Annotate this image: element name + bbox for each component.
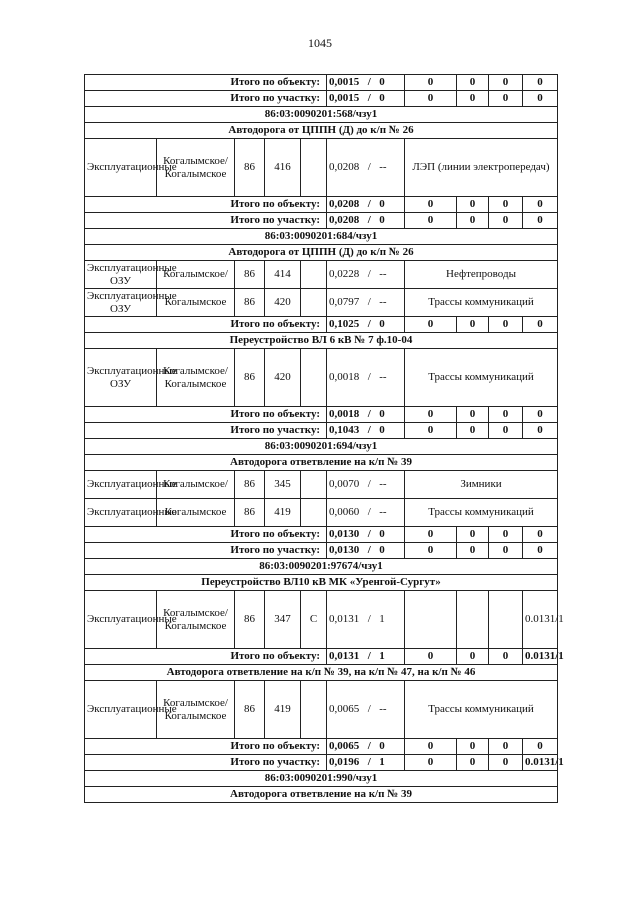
section-title: Переустройство ВЛ 6 кВ № 7 ф.10-04 [85, 333, 558, 349]
area-cell [327, 755, 405, 771]
separator: / [367, 740, 371, 752]
total-label: Итого по объекту: [85, 407, 327, 423]
land-category: Эксплуатационные ОЗУ [85, 349, 157, 407]
total-row [85, 739, 558, 755]
count-value: 0 [379, 198, 385, 210]
col-value: 0 [457, 407, 489, 423]
municipality: Когалымское/Когалымское [157, 591, 235, 649]
col-value: 0 [457, 739, 489, 755]
total-label: Итого по объекту: [85, 527, 327, 543]
col-value: 0 [405, 423, 457, 439]
count-value: 1 [379, 650, 385, 662]
count-value: 1 [379, 756, 385, 768]
col-value: 0 [489, 543, 523, 559]
col-value: 0 [405, 755, 457, 771]
separator: / [367, 544, 371, 556]
separator: / [367, 756, 371, 768]
col-value [405, 591, 457, 649]
count-value: -- [379, 371, 387, 383]
col-value: 0 [489, 75, 523, 91]
purpose: Нефтепроводы [405, 261, 558, 289]
total-label: Итого по участку: [85, 213, 327, 229]
area-value: 0,0060 [329, 506, 360, 518]
total-label: Итого по участку: [85, 91, 327, 107]
letter-code [301, 471, 327, 499]
section-title: Автодорога ответвление на к/п № 39 [85, 455, 558, 471]
section-title: Автодорога ответвление на к/п № 39 [85, 787, 558, 803]
quarter-number: 416 [265, 139, 301, 197]
separator: / [367, 703, 371, 715]
section-header-row [85, 455, 558, 471]
count-value: -- [379, 268, 387, 280]
area-value: 0,0196 [329, 756, 360, 768]
col-value: 0.0131/1 [523, 755, 558, 771]
col-value: 0 [489, 407, 523, 423]
entry-row [85, 471, 558, 499]
col-value: 0 [457, 213, 489, 229]
section-header-row [85, 771, 558, 787]
land-category: Эксплуатационные [85, 591, 157, 649]
separator: / [367, 613, 371, 625]
land-category: Эксплуатационные ОЗУ [85, 289, 157, 317]
land-category: Эксплуатационные [85, 681, 157, 739]
total-label: Итого по объекту: [85, 317, 327, 333]
col-value: 0 [457, 423, 489, 439]
col-value: 0 [523, 197, 558, 213]
count-value: -- [379, 296, 387, 308]
total-row [85, 91, 558, 107]
area-value: 0,0015 [329, 92, 360, 104]
col-value: 0 [457, 543, 489, 559]
area-value: 0,0208 [329, 161, 360, 173]
separator: / [367, 506, 371, 518]
region-code: 86 [235, 261, 265, 289]
section-title: 86:03:0090201:568/чзу1 [85, 107, 558, 123]
col-value: 0 [405, 213, 457, 229]
municipality: Когалымское/ [157, 471, 235, 499]
col-value: 0 [523, 423, 558, 439]
total-label: Итого по объекту: [85, 649, 327, 665]
purpose: Трассы коммуникаций [405, 499, 558, 527]
section-title: Автодорога от ЦППН (Д) до к/п № 26 [85, 245, 558, 261]
area-cell [327, 407, 405, 423]
col-value: 0 [405, 543, 457, 559]
col-value: 0 [523, 213, 558, 229]
col-value: 0 [489, 317, 523, 333]
letter-code [301, 139, 327, 197]
separator: / [367, 296, 371, 308]
area-value: 0,0130 [329, 544, 360, 556]
separator: / [367, 371, 371, 383]
letter-code [301, 349, 327, 407]
col-value: 0 [489, 423, 523, 439]
municipality: Когалымское/Когалымское [157, 681, 235, 739]
total-row [85, 423, 558, 439]
region-code: 86 [235, 471, 265, 499]
total-label: Итого по объекту: [85, 197, 327, 213]
section-header-row [85, 575, 558, 591]
count-value: 0 [379, 408, 385, 420]
section-header-row [85, 787, 558, 803]
col-value: 0 [489, 527, 523, 543]
col-value: 0 [523, 317, 558, 333]
count-value: 0 [379, 424, 385, 436]
total-row [85, 75, 558, 91]
section-header-row [85, 333, 558, 349]
quarter-number: 420 [265, 349, 301, 407]
count-value: 0 [379, 76, 385, 88]
total-row [85, 527, 558, 543]
area-cell [327, 591, 405, 649]
separator: / [367, 318, 371, 330]
col-value: 0 [523, 527, 558, 543]
page-number: 1045 [308, 36, 332, 50]
land-category: Эксплуатационные [85, 471, 157, 499]
area-cell [327, 289, 405, 317]
separator: / [367, 76, 371, 88]
col-value: 0 [523, 75, 558, 91]
letter-code [301, 261, 327, 289]
separator: / [367, 92, 371, 104]
count-value: 0 [379, 92, 385, 104]
col-value: 0 [405, 527, 457, 543]
col-value: 0 [405, 407, 457, 423]
count-value: 0 [379, 214, 385, 226]
area-value: 0,0131 [329, 613, 360, 625]
purpose: ЛЭП (линии электропередач) [405, 139, 558, 197]
area-cell [327, 197, 405, 213]
area-value: 0,0208 [329, 198, 360, 210]
area-cell [327, 739, 405, 755]
section-header-row [85, 107, 558, 123]
entry-row [85, 261, 558, 289]
col-value: 0 [405, 317, 457, 333]
col-value: 0 [523, 407, 558, 423]
col-value [489, 591, 523, 649]
total-row [85, 649, 558, 665]
area-cell [327, 423, 405, 439]
separator: / [367, 198, 371, 210]
col-value: 0 [405, 91, 457, 107]
count-value: 0 [379, 318, 385, 330]
area-value: 0,0018 [329, 371, 360, 383]
municipality: Когалымское [157, 289, 235, 317]
col-value: 0 [523, 543, 558, 559]
area-cell [327, 91, 405, 107]
region-code: 86 [235, 139, 265, 197]
letter-code [301, 289, 327, 317]
section-header-row [85, 123, 558, 139]
separator: / [367, 650, 371, 662]
total-label: Итого по объекту: [85, 739, 327, 755]
section-header-row [85, 245, 558, 261]
section-title: 86:03:0090201:990/чзу1 [85, 771, 558, 787]
section-title: 86:03:0090201:97674/чзу1 [85, 559, 558, 575]
section-header-row [85, 439, 558, 455]
separator: / [367, 214, 371, 226]
entry-row [85, 289, 558, 317]
total-row [85, 213, 558, 229]
area-value: 0,0065 [329, 740, 360, 752]
purpose: Трассы коммуникаций [405, 289, 558, 317]
letter-code [301, 499, 327, 527]
area-cell [327, 261, 405, 289]
letter-code: С [301, 591, 327, 649]
area-cell [327, 317, 405, 333]
area-cell [327, 349, 405, 407]
land-category: Эксплуатационные [85, 139, 157, 197]
municipality: Когалымское/Когалымское [157, 349, 235, 407]
total-row [85, 317, 558, 333]
section-header-row [85, 665, 558, 681]
col-value: 0 [489, 91, 523, 107]
col-value: 0 [405, 649, 457, 665]
letter-code [301, 681, 327, 739]
separator: / [367, 408, 371, 420]
section-title: Автодорога от ЦППН (Д) до к/п № 26 [85, 123, 558, 139]
area-value: 0,0131 [329, 650, 360, 662]
land-plot-table [84, 74, 564, 803]
purpose: Трассы коммуникаций [405, 349, 558, 407]
land-category: Эксплуатационные [85, 499, 157, 527]
purpose: Зимники [405, 471, 558, 499]
entry-row [85, 139, 558, 197]
col-value: 0 [489, 197, 523, 213]
count-value: -- [379, 506, 387, 518]
total-label: Итого по участку: [85, 543, 327, 559]
quarter-number: 420 [265, 289, 301, 317]
col-value: 0 [457, 197, 489, 213]
region-code: 86 [235, 591, 265, 649]
entry-row [85, 349, 558, 407]
separator: / [367, 424, 371, 436]
section-title: 86:03:0090201:694/чзу1 [85, 439, 558, 455]
quarter-number: 414 [265, 261, 301, 289]
entry-row [85, 591, 558, 649]
col-value: 0 [489, 213, 523, 229]
region-code: 86 [235, 681, 265, 739]
total-label: Итого по объекту: [85, 75, 327, 91]
separator: / [367, 161, 371, 173]
section-header-row [85, 229, 558, 245]
entry-row [85, 681, 558, 739]
separator: / [367, 268, 371, 280]
col-value: 0 [457, 527, 489, 543]
col-value: 0 [523, 739, 558, 755]
area-cell [327, 75, 405, 91]
area-cell [327, 649, 405, 665]
col-value: 0 [457, 317, 489, 333]
total-row [85, 407, 558, 423]
col-value: 0 [489, 649, 523, 665]
col-value: 0.0131/1 [523, 649, 558, 665]
area-value: 0,0018 [329, 408, 360, 420]
section-title: 86:03:0090201:684/чзу1 [85, 229, 558, 245]
col-value: 0 [523, 91, 558, 107]
municipality: Когалымское [157, 499, 235, 527]
count-value: -- [379, 478, 387, 490]
region-code: 86 [235, 499, 265, 527]
section-title: Автодорога ответвление на к/п № 39, на к/п № 47, на к/п № 46 [85, 665, 558, 681]
quarter-number: 419 [265, 681, 301, 739]
area-cell [327, 681, 405, 739]
entry-row [85, 499, 558, 527]
area-value: 0,1025 [329, 318, 360, 330]
total-label: Итого по участку: [85, 755, 327, 771]
area-value: 0,0015 [329, 76, 360, 88]
col-value: 0 [489, 739, 523, 755]
count-value: 1 [379, 613, 385, 625]
col-value: 0.0131/1 [523, 591, 558, 649]
area-value: 0,0065 [329, 703, 360, 715]
separator: / [367, 528, 371, 540]
col-value: 0 [489, 755, 523, 771]
quarter-number: 347 [265, 591, 301, 649]
quarter-number: 345 [265, 471, 301, 499]
col-value: 0 [457, 755, 489, 771]
col-value: 0 [457, 91, 489, 107]
total-label: Итого по участку: [85, 423, 327, 439]
municipality: Когалымское/Когалымское [157, 139, 235, 197]
area-cell [327, 213, 405, 229]
quarter-number: 419 [265, 499, 301, 527]
section-header-row [85, 559, 558, 575]
area-value: 0,0797 [329, 296, 360, 308]
total-row [85, 755, 558, 771]
section-title: Переустройство ВЛ10 кВ МК «Уренгой-Сургут» [85, 575, 558, 591]
count-value: 0 [379, 528, 385, 540]
area-value: 0,0130 [329, 528, 360, 540]
total-row [85, 543, 558, 559]
separator: / [367, 478, 371, 490]
municipality: Когалымское/ [157, 261, 235, 289]
area-value: 0,0070 [329, 478, 360, 490]
col-value: 0 [405, 739, 457, 755]
area-value: 0,0208 [329, 214, 360, 226]
col-value [457, 591, 489, 649]
region-code: 86 [235, 349, 265, 407]
area-cell [327, 139, 405, 197]
col-value: 0 [405, 75, 457, 91]
count-value: -- [379, 161, 387, 173]
area-value: 0,0228 [329, 268, 360, 280]
area-cell [327, 471, 405, 499]
count-value: -- [379, 703, 387, 715]
count-value: 0 [379, 740, 385, 752]
land-category: Эксплуатационные ОЗУ [85, 261, 157, 289]
total-row [85, 197, 558, 213]
purpose: Трассы коммуникаций [405, 681, 558, 739]
col-value: 0 [457, 649, 489, 665]
col-value: 0 [405, 197, 457, 213]
area-value: 0,1043 [329, 424, 360, 436]
count-value: 0 [379, 544, 385, 556]
area-cell [327, 527, 405, 543]
area-cell [327, 499, 405, 527]
col-value: 0 [457, 75, 489, 91]
region-code: 86 [235, 289, 265, 317]
area-cell [327, 543, 405, 559]
